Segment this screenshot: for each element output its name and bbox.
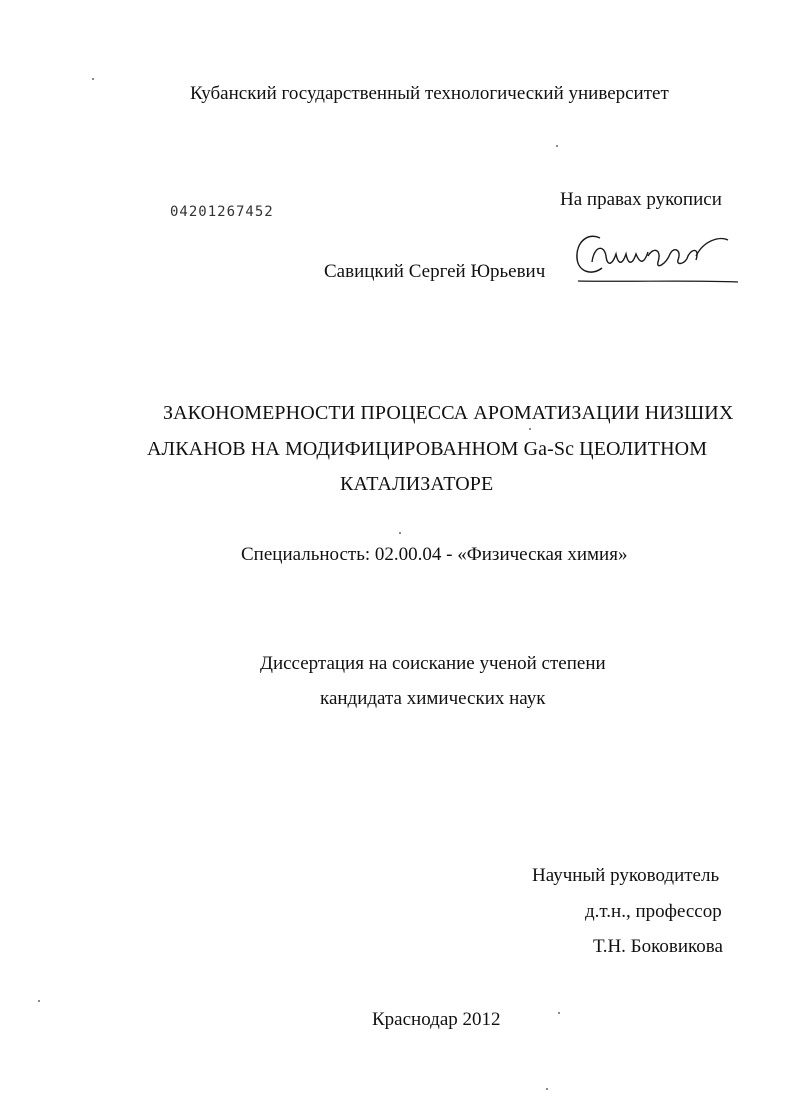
dissertation-title-line-3: КАТАЛИЗАТОРЕ: [340, 473, 494, 495]
degree-line-1: Диссертация на соискание ученой степени: [260, 653, 606, 674]
supervisor-name: Т.Н. Боковикова: [593, 936, 723, 957]
rights-note: На правах рукописи: [560, 189, 722, 210]
university-name: Кубанский государственный технологический университет: [190, 83, 669, 104]
specialty: Специальность: 02.00.04 - «Физическая химия»: [241, 544, 628, 565]
author-signature: [570, 226, 745, 296]
supervisor-degree: д.т.н., профессор: [585, 901, 722, 922]
scan-speck: [558, 1012, 560, 1014]
author-name: Савицкий Сергей Юрьевич: [324, 261, 546, 282]
archive-stamp-number: 04201267452: [170, 204, 274, 220]
scan-speck: [546, 1088, 548, 1090]
city-year: Краснодар 2012: [372, 1009, 501, 1030]
scan-speck: [556, 145, 558, 147]
dissertation-title-line-2: АЛКАНОВ НА МОДИФИЦИРОВАННОМ Ga-Sc ЦЕОЛИТНОМ: [147, 438, 708, 460]
scan-speck: [38, 1000, 40, 1002]
scan-speck: [529, 428, 531, 430]
dissertation-title-line-1: ЗАКОНОМЕРНОСТИ ПРОЦЕССА АРОМАТИЗАЦИИ НИЗШИХ: [163, 402, 734, 424]
scan-speck: [92, 78, 94, 80]
supervisor-label: Научный руководитель: [532, 865, 720, 886]
degree-line-2: кандидата химических наук: [320, 688, 546, 709]
scan-speck: [399, 532, 401, 534]
